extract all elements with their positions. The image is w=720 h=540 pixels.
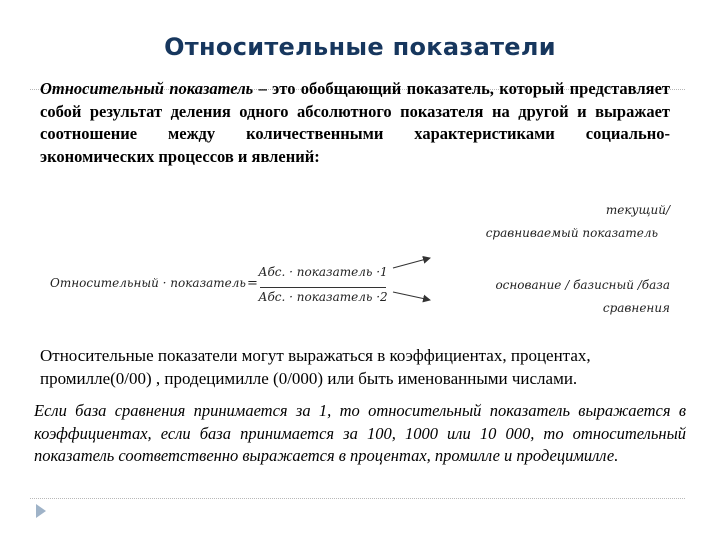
formula-lhs: Относительный · показатель	[50, 276, 246, 290]
triangle-right-icon	[36, 504, 46, 518]
expression-forms-paragraph: Относительные показатели могут выражаться в коэффициентах, процентах, промилле(0/00) , продецимилле (0/000) или быть именованными числами.	[40, 346, 591, 388]
definition-text: – это обобщающий показатель, который представляет собой результат деления одного абсолютного показателя на другой и выражает соотношение между количественными характеристиками социально-экономических процессов и явлений:	[40, 79, 670, 166]
formula-equals: =	[247, 276, 258, 291]
formula-denominator: Абс. · показатель ·2	[258, 290, 388, 304]
bottom-divider	[30, 498, 685, 499]
arrow-to-current	[393, 258, 430, 268]
annotation-compared: сравниваемый показатель	[485, 226, 658, 240]
arrow-to-base	[393, 292, 430, 300]
annotation-comparison: сравнения	[602, 301, 670, 315]
annotation-current: текущий/	[605, 203, 670, 217]
comparison-base-paragraph: Если база сравнения принимается за 1, то относительный показатель выражается в коэффициентах, если база принимается за 100, 1000 или 10 000, то относительный показатель соответственно выражается в процентах, промилле и продецимилле.	[34, 401, 686, 465]
formula-numerator: Абс. · показатель ·1	[258, 265, 388, 279]
slide-title: Относительные показатели	[164, 33, 556, 61]
definition-term: Относительный показатель	[40, 79, 254, 98]
annotation-base: основание / базисный /база	[495, 278, 670, 292]
